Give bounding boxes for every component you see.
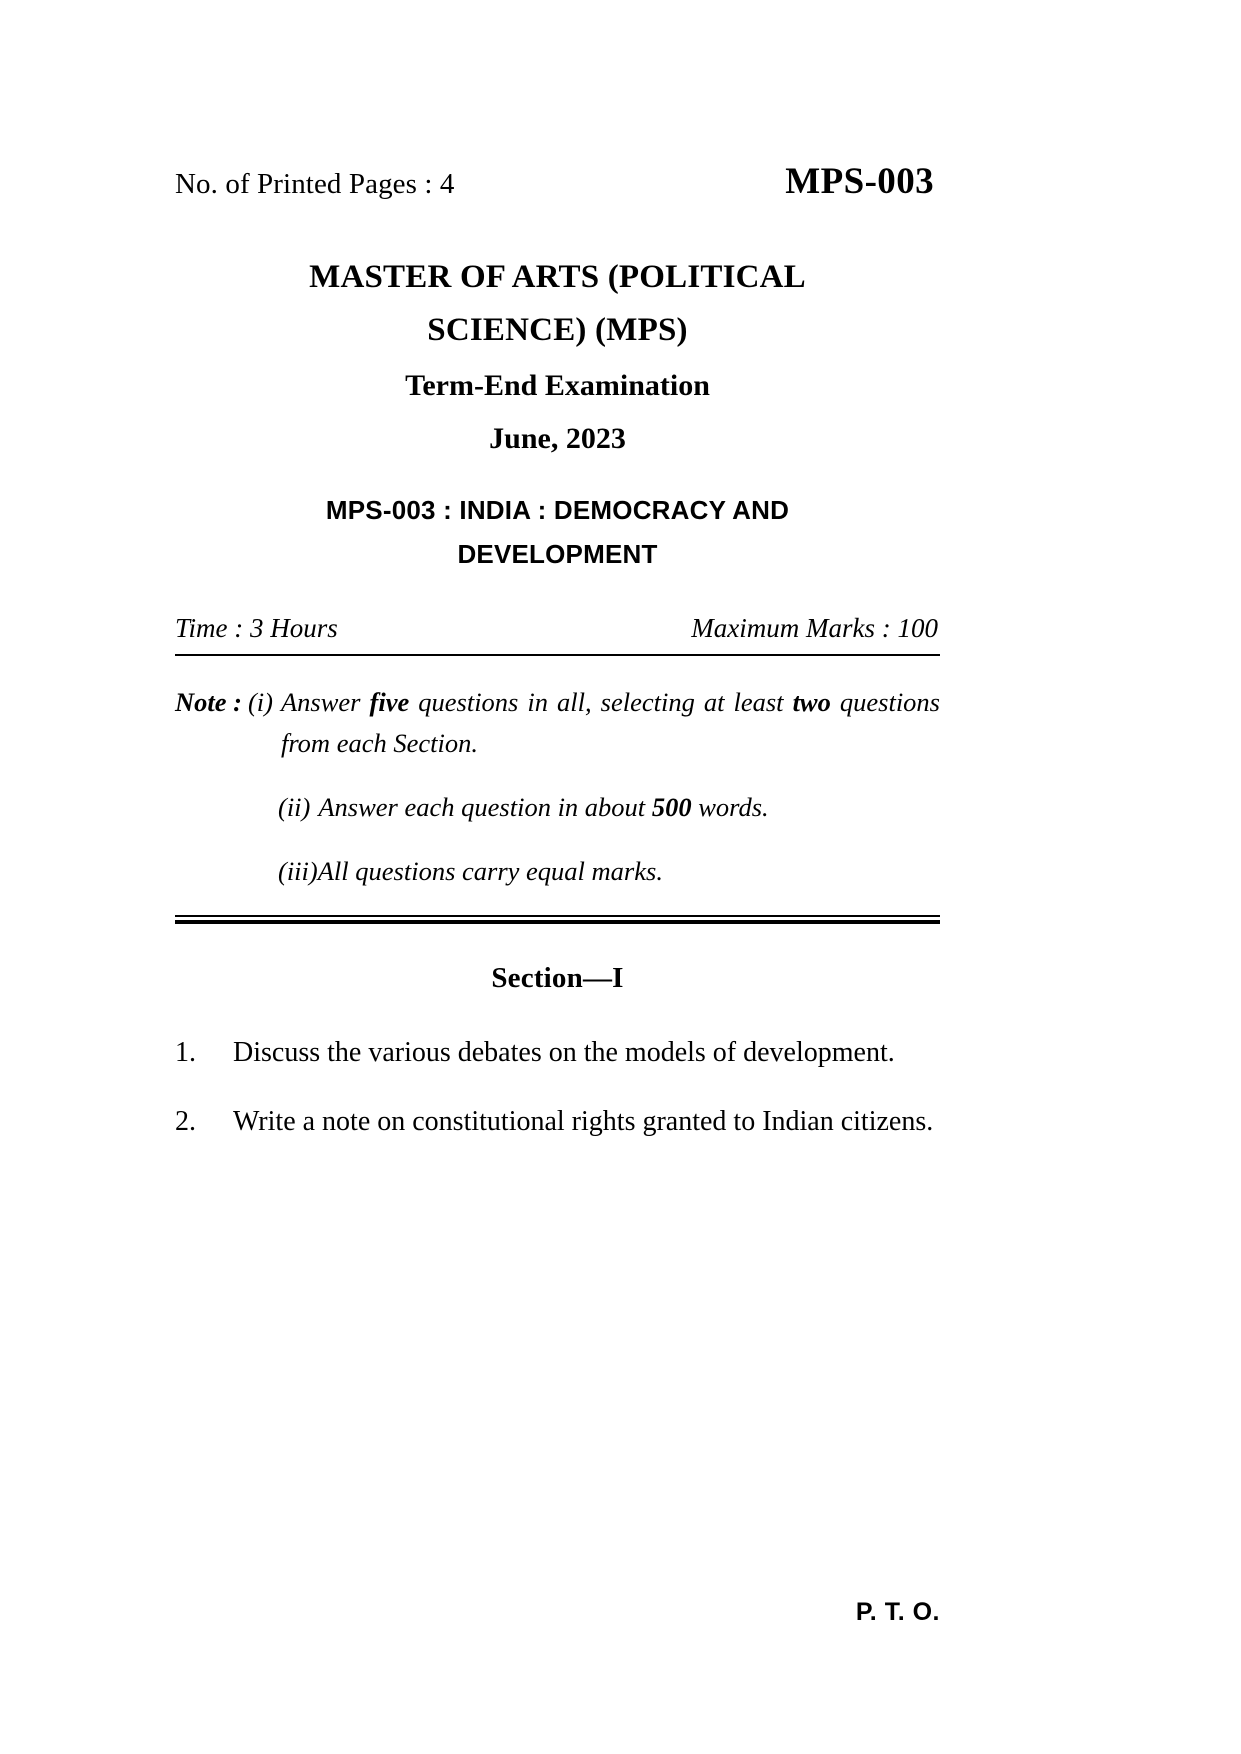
page-content xyxy=(175,160,940,1170)
question-text-1: Discuss the various debates on the models of development. xyxy=(233,1037,895,1069)
instruction-text-ii xyxy=(318,787,940,827)
maximum-marks: Maximum Marks : 100 xyxy=(691,613,938,644)
examination-type: Term-End Examination xyxy=(405,368,710,402)
instruction-i-emph1: five xyxy=(369,687,410,718)
instruction-ii-emph1: 500 xyxy=(651,791,692,822)
instruction-item-iii xyxy=(175,851,940,891)
title-block xyxy=(175,251,940,575)
programme-title-line-1: MASTER OF ARTS (POLITICAL xyxy=(309,259,806,295)
page-turn-indicator: P. T. O. xyxy=(855,1598,940,1626)
printed-pages-label: No. of Printed Pages : 4 xyxy=(175,168,455,200)
question-text-2: Write a note on constitutional rights granted to Indian citizens. xyxy=(233,1106,934,1138)
programme-title-line-2: SCIENCE) (MPS) xyxy=(427,312,688,349)
horizontal-rule-double xyxy=(175,915,940,922)
question-number-2: 2. xyxy=(175,1106,196,1138)
examination-session: June, 2023 xyxy=(489,421,626,455)
horizontal-rule-top xyxy=(175,654,940,656)
note-label: Note : xyxy=(175,687,242,718)
section-heading: Section—I xyxy=(491,962,624,995)
instruction-i-seg2: questions in all, selecting at least xyxy=(409,687,793,718)
question-item xyxy=(175,1100,940,1143)
question-item xyxy=(175,1031,940,1074)
instruction-marker-iii: (iii) xyxy=(278,856,318,887)
instruction-item-ii xyxy=(175,787,940,827)
instruction-ii-seg2: words. xyxy=(691,791,769,822)
instruction-i-seg3: questions from each Section. xyxy=(280,687,940,758)
course-code: MPS-003 xyxy=(785,161,934,202)
subject-title-line-1: MPS-003 : INDIA : DEMOCRACY AND xyxy=(325,495,790,526)
instruction-ii-seg1: Answer each question in about xyxy=(318,791,652,822)
instruction-text-iii: All questions carry equal marks. xyxy=(317,856,663,887)
instruction-text-i xyxy=(281,682,940,763)
instruction-marker-ii: (ii) xyxy=(278,791,311,822)
instruction-i-emph2: two xyxy=(792,687,831,718)
instruction-item-i xyxy=(175,682,940,763)
exam-duration: Time : 3 Hours xyxy=(175,613,338,644)
exam-meta-row xyxy=(175,613,940,654)
subject-title-line-2: DEVELOPMENT xyxy=(457,539,658,570)
instruction-marker-i: (i) xyxy=(247,687,273,718)
instructions-block xyxy=(175,682,940,891)
page-header xyxy=(175,160,940,203)
question-number-1: 1. xyxy=(175,1037,196,1069)
instruction-i-seg1: Answer xyxy=(280,687,370,718)
